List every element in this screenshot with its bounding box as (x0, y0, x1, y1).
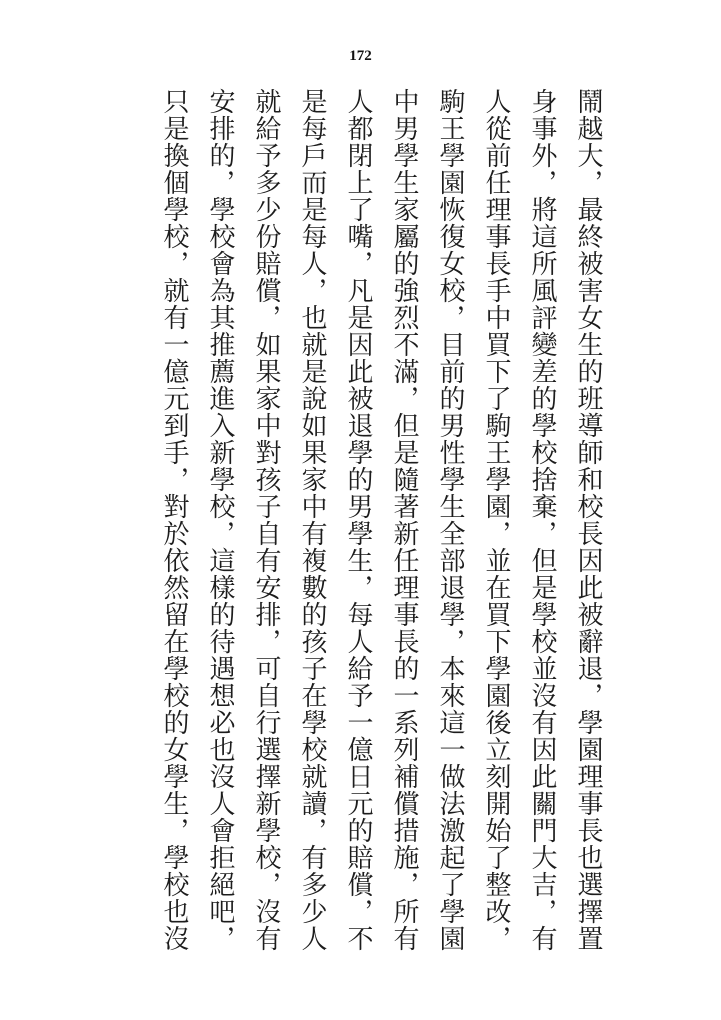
text-column: 中男學生家屬的強烈不滿，但是隨著新任理事長的一系列補償措施，所有 (390, 88, 419, 952)
text-column: 安排的，學校會為其推薦進入新學校，這樣的待遇想必也沒人會拒絕吧， (206, 88, 235, 952)
page-number: 172 (349, 48, 372, 64)
text-column: 就給予多少份賠償，如果家中對孩子自有安排，可自行選擇新學校，沒有 (252, 88, 281, 952)
text-column: 是每戶而是每人，也就是說如果家中有複數的孩子在學校就讀，有多少人 (298, 88, 327, 952)
text-column: 身事外，將這所風評變差的學校捨棄，但是學校並沒有因此關門大吉，有 (528, 88, 557, 952)
text-column: 人從前任理事長手中買下了駒王學園，並在買下學園後立刻開始了整改， (482, 88, 511, 952)
text-column: 駒王學園恢復女校，目前的男性學生全部退學，本來這一做法激起了學園 (436, 88, 465, 952)
text-column: 只是換個學校，就有一億元到手，對於依然留在學校的女學生，學校也沒 (160, 88, 189, 952)
text-column: 人都閉上了嘴，凡是因此被退學的男學生，每人給予一億日元的賠償，不 (344, 88, 373, 952)
text-column: 鬧越大，最終被害女生的班導師和校長因此被辭退，學園理事長也選擇置 (574, 88, 603, 952)
body-text (151, 88, 611, 952)
